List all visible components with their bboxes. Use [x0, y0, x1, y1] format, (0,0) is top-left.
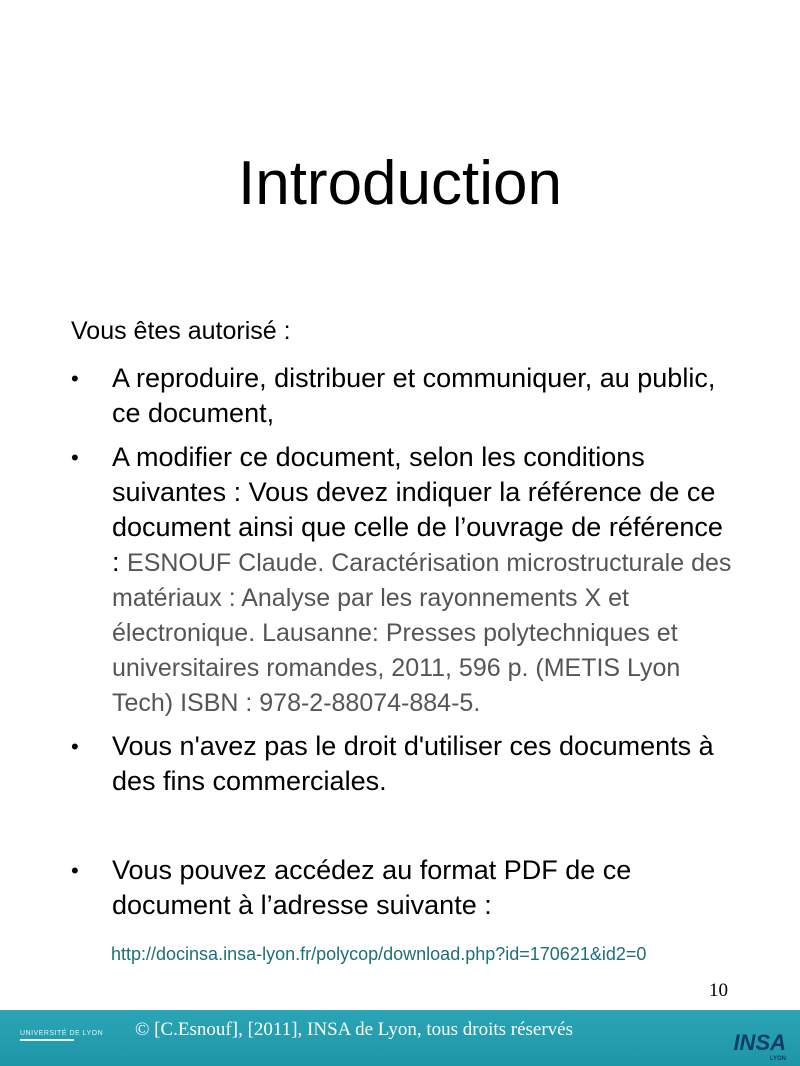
intro-text: Vous êtes autorisé : [71, 317, 291, 345]
bullet-item [71, 361, 736, 431]
slide-title: Introduction [238, 149, 562, 218]
bullet-item [71, 440, 736, 720]
footer-bar [0, 1010, 800, 1066]
bullet-text: A reproduire, distribuer et communiquer, au public, ce document, [112, 363, 716, 428]
copyright-text: © [C.Esnouf], [2011], INSA de Lyon, tous droits réservés [135, 1019, 574, 1040]
pdf-download-link[interactable]: http://docinsa.insa-lyon.fr/polycop/download.php?id=170621&id2=0 [111, 944, 647, 964]
insa-logo-text: INSA [733, 1030, 786, 1055]
bullet-text: Vous n'avez pas le droit d'utiliser ces documents à des fins commerciales. [112, 731, 714, 796]
spacer [71, 808, 736, 844]
page-number: 10 [709, 980, 728, 1001]
insa-logo [733, 1030, 786, 1062]
logo-bar [20, 1039, 74, 1041]
bullet-dot-icon: • [71, 445, 79, 470]
slide-content [71, 315, 736, 932]
reference-citation: ESNOUF Claude. Caractérisation microstructurale des matériaux : Analyse par les rayonnements X et électronique. Lausanne: Presses polytechniques et universitaires romandes, 2011, 596 p. (METIS Lyon Tech) ISBN : 978-2-88074-884-5. [112, 549, 732, 717]
bullet-list [71, 361, 736, 923]
bullet-item [71, 853, 736, 923]
bullet-text: Vous pouvez accédez au format PDF de ce document à l’adresse suivante : [112, 855, 632, 920]
universite-de-lyon-logo-text: UNIVERSITÉ DE LYON [20, 1030, 104, 1037]
bullet-dot-icon: • [71, 734, 79, 759]
bullet-text: A modifier ce document, selon les conditions suivantes : Vous devez indiquer la référence de ce document ainsi que celle de l’ouvrage de référence : [112, 442, 723, 577]
insa-logo-sub: LYON [769, 1056, 786, 1062]
bullet-item [71, 729, 736, 799]
bullet-dot-icon: • [71, 366, 79, 391]
bullet-dot-icon: • [71, 858, 79, 883]
universite-de-lyon-logo [20, 1030, 103, 1041]
